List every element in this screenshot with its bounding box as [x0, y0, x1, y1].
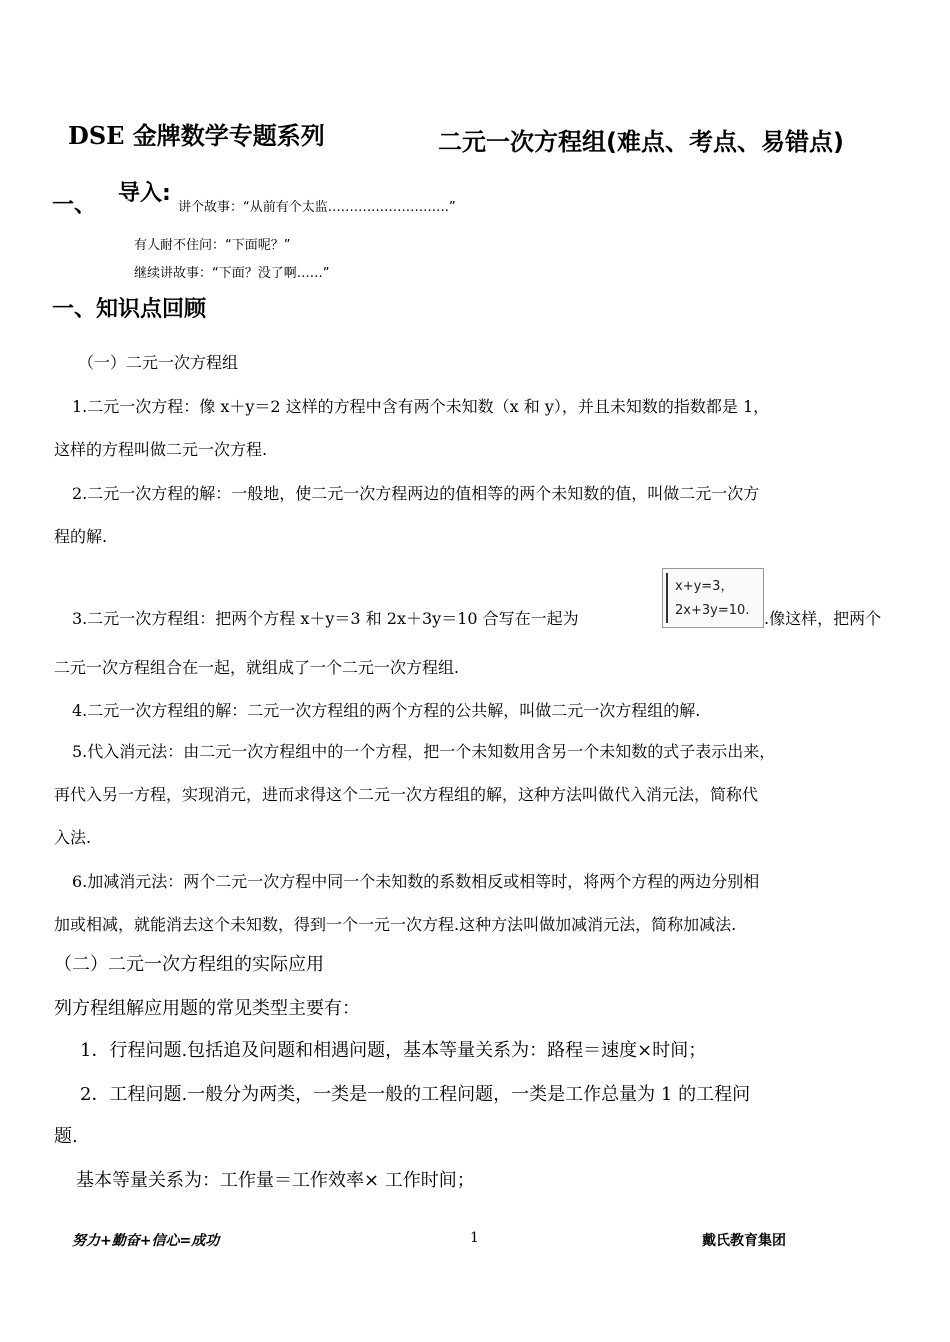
footer-motto: 努力+勤奋+信心=成功: [72, 1233, 220, 1249]
paragraph-line: 这样的方程叫做二元一次方程.: [54, 440, 268, 459]
paragraph-text: .像这样，把两个: [764, 609, 882, 628]
paragraph-line: 程的解.: [54, 527, 108, 546]
paragraph-system-line: [72, 606, 579, 629]
paragraph-definition-solution: [54, 472, 900, 558]
list-item-continuation: 题.: [54, 1126, 78, 1147]
intro-section-title: 导入:: [118, 181, 171, 206]
lead-text: 列方程组解应用题的常见类型主要有：: [54, 998, 360, 1019]
story-line: 有人耐不住问：“下面呢？”: [134, 238, 291, 253]
story-line: 讲个故事：“从前有个太监……………………….”: [178, 200, 456, 215]
paragraph-line: 加或相减，就能消去这个未知数，得到一个一元一次方程.这种方法叫做加减消元法，简称加减法.: [54, 915, 737, 934]
intro-section-number: 一、: [52, 193, 97, 218]
list-item: 2．工程问题.一般分为两类，一类是一般的工程问题，一类是工作总量为 1 的工程问: [80, 1084, 751, 1105]
review-section-title: 一、知识点回顾: [52, 297, 207, 322]
page-number: 1: [470, 1230, 479, 1246]
series-title: DSE 金牌数学专题系列: [68, 121, 325, 150]
subsection-heading: （二）二元一次方程组的实际应用: [54, 954, 324, 975]
system-equation-1: x+y=3，: [675, 579, 734, 594]
paragraph-substitution: [54, 730, 900, 859]
paragraph-definition-equation: [54, 385, 900, 471]
paragraph-line: 5.代入消元法：由二元一次方程组中的一个方程，把一个未知数用含另一个未知数的式子表示出来，: [72, 742, 776, 761]
left-brace: [666, 573, 672, 623]
paragraph-system-solution: 4.二元一次方程组的解：二元一次方程组的两个方程的公共解，叫做二元一次方程组的解.: [72, 701, 701, 720]
list-item-continuation: 基本等量关系为：工作量＝工作效率× 工作时间；: [76, 1170, 475, 1191]
story-line: 继续讲故事：“下面？没了啊……”: [134, 266, 330, 281]
footer-organization: 戴氏教育集团: [702, 1233, 786, 1249]
paragraph-line: 1.二元一次方程：像 x＋y＝2 这样的方程中含有两个未知数（x 和 y），并且未知数的指数都是 1，: [72, 397, 770, 416]
system-equation-2: 2x+3y=10.: [675, 603, 750, 618]
paragraph-line: 再代入另一方程，实现消元，进而求得这个二元一次方程组的解，这种方法叫做代入消元法，简称代: [54, 785, 759, 804]
paragraph-text: 3.二元一次方程组：把两个方程 x＋y＝3 和 2x＋3y＝10 合写在一起为: [72, 609, 579, 628]
equation-system-image: [662, 568, 764, 628]
subsection-heading: （一）二元一次方程组: [78, 353, 239, 372]
paragraph-line: 6.加减消元法：两个二元一次方程中同一个未知数的系数相反或相等时，将两个方程的两边分别相: [72, 872, 760, 891]
paragraph-text: 二元一次方程组合在一起，就组成了一个二元一次方程组.: [54, 658, 460, 677]
paragraph-line: 入法.: [54, 828, 92, 847]
paragraph-elimination: [54, 860, 900, 946]
paragraph-line: 2.二元一次方程的解：一般地，使二元一次方程两边的值相等的两个未知数的值，叫做二元一次方: [72, 484, 760, 503]
topic-title: 二元一次方程组(难点、考点、易错点): [438, 128, 844, 156]
list-item: 1．行程问题.包括追及问题和相遇问题，基本等量关系为：路程＝速度×时间；: [80, 1040, 707, 1061]
